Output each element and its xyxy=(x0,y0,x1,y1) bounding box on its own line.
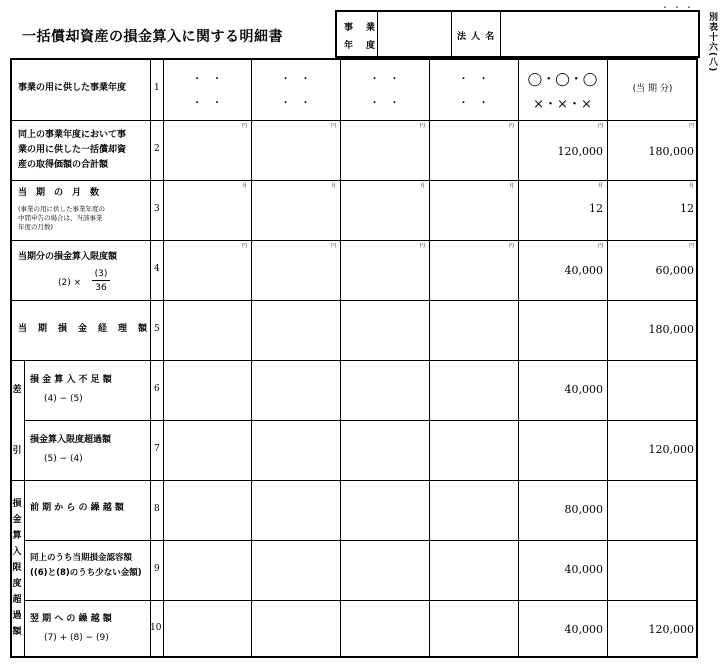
value: 12 xyxy=(589,202,603,215)
value-cell[interactable] xyxy=(340,600,429,658)
row-number: 6 xyxy=(154,384,160,394)
group-label-sashihiki: 引 xyxy=(12,446,22,456)
value: 40,000 xyxy=(564,264,603,277)
year-cell[interactable] xyxy=(340,58,429,120)
value-cell[interactable] xyxy=(429,120,518,180)
value-cell[interactable] xyxy=(163,180,251,240)
value-cell[interactable] xyxy=(251,360,340,420)
value-cell[interactable] xyxy=(251,300,340,360)
value-cell[interactable] xyxy=(251,180,340,240)
row-note: 中間申告の場合は、当該事業 xyxy=(18,214,103,222)
value-cell[interactable] xyxy=(340,540,429,600)
row-formula: (2) × xyxy=(58,278,82,288)
year-cell[interactable] xyxy=(251,58,340,120)
value-cell[interactable] xyxy=(163,300,251,360)
row-label: 翌 期 へ の 繰 越 額 xyxy=(30,614,112,624)
unit-label: 円 xyxy=(688,123,694,129)
header-box xyxy=(335,10,700,58)
row-number: 10 xyxy=(150,623,162,633)
unit-label: 円 xyxy=(688,243,694,249)
unit-label: 月 xyxy=(330,183,336,189)
group-label-excess: 超 xyxy=(12,595,22,605)
value-cell[interactable] xyxy=(251,600,340,658)
row-label: 事業の用に供した事業年度 xyxy=(18,83,127,93)
value-cell[interactable] xyxy=(429,240,518,300)
row-label: 損 金 算 入 不 足 額 xyxy=(30,375,112,385)
current-period-label: (当 期 分) xyxy=(632,84,673,94)
value: 60,000 xyxy=(655,264,694,277)
group-label-excess: 過 xyxy=(12,611,22,621)
date-bottom: ・ ・ xyxy=(458,98,489,109)
group-label-excess: 金 xyxy=(12,515,22,525)
value-cell[interactable] xyxy=(251,540,340,600)
unit-label: 円 xyxy=(241,243,247,249)
row-label: 同上のうち当期損金認容額 xyxy=(30,553,133,563)
unit-label: 月 xyxy=(419,183,425,189)
unit-label: 円 xyxy=(330,123,336,129)
value-cell[interactable] xyxy=(429,600,518,658)
unit-label: 円 xyxy=(597,243,603,249)
corner-dots: ・・・ xyxy=(661,3,697,12)
value: 40,000 xyxy=(564,383,603,396)
date-top: ・ ・ xyxy=(458,74,489,85)
column-divider xyxy=(150,58,151,658)
row-label: 損金算入限度超過額 xyxy=(30,435,112,445)
row-label: 業の用に供した一括償却資 xyxy=(18,145,127,155)
value-cell[interactable] xyxy=(429,300,518,360)
value-cell[interactable] xyxy=(163,360,251,420)
row-formula: (4) − (5) xyxy=(44,394,83,404)
value: 12 xyxy=(680,202,694,215)
fiscal-year-field[interactable] xyxy=(378,12,451,56)
value-cell[interactable] xyxy=(340,360,429,420)
value-cell[interactable] xyxy=(607,360,698,420)
value-cell[interactable] xyxy=(163,120,251,180)
value-cell[interactable] xyxy=(251,480,340,540)
unit-label: 月 xyxy=(241,183,247,189)
date-top: ・ ・ xyxy=(192,74,222,85)
row-note: 年度の月数) xyxy=(18,223,54,231)
value-cell[interactable] xyxy=(163,480,251,540)
value: 40,000 xyxy=(564,563,603,576)
value-cell[interactable] xyxy=(340,480,429,540)
corp-name-label: 法 人 名 xyxy=(457,32,496,42)
unit-label: 円 xyxy=(419,243,425,249)
value-cell[interactable] xyxy=(429,420,518,480)
value-cell[interactable] xyxy=(340,300,429,360)
date-top: ・ ・ xyxy=(280,74,311,85)
group-label-sashihiki: 差 xyxy=(12,385,22,395)
corp-name-field[interactable] xyxy=(501,12,698,56)
date-top: ・ ・ xyxy=(369,74,400,85)
group-divider xyxy=(24,480,25,658)
date-bottom: ×・×・× xyxy=(533,97,592,112)
date-bottom: ・ ・ xyxy=(280,98,311,109)
row-number: 5 xyxy=(154,324,160,334)
row-note: (事業の用に供した事業年度の xyxy=(18,205,106,213)
row-number: 9 xyxy=(154,564,160,574)
unit-label: 円 xyxy=(508,243,514,249)
unit-label: 円 xyxy=(419,123,425,129)
value-cell[interactable] xyxy=(163,600,251,658)
row-formula: (5) − (4) xyxy=(44,454,83,464)
value-cell[interactable] xyxy=(518,420,607,480)
row-label: ((6)と(8)のうち少ない金額) xyxy=(30,568,142,578)
row-number: 8 xyxy=(154,504,160,514)
value-cell[interactable] xyxy=(340,420,429,480)
header-divider xyxy=(451,12,452,56)
row-number: 3 xyxy=(154,204,160,214)
value-cell[interactable] xyxy=(429,540,518,600)
year-cell[interactable] xyxy=(163,58,251,120)
value: 120,000 xyxy=(557,145,603,158)
group-label-excess: 額 xyxy=(12,627,22,637)
year-cell[interactable] xyxy=(429,58,518,120)
value: 120,000 xyxy=(648,623,694,636)
row-number: 4 xyxy=(154,264,160,274)
row-label: 当期分の損金算入限度額 xyxy=(18,252,118,262)
value-cell[interactable] xyxy=(251,240,340,300)
group-label-excess: 度 xyxy=(12,579,22,589)
value-cell[interactable] xyxy=(251,120,340,180)
date-bottom: ・ ・ xyxy=(369,98,400,109)
unit-label: 円 xyxy=(508,123,514,129)
unit-label: 円 xyxy=(330,243,336,249)
group-divider xyxy=(24,360,25,480)
row-formula-den: 36 xyxy=(95,283,107,293)
date-top: ◯・◯・◯ xyxy=(527,72,598,87)
value-cell[interactable] xyxy=(163,420,251,480)
row-formula: (7) + (8) − (9) xyxy=(44,633,109,643)
value: 80,000 xyxy=(564,503,603,516)
value: 120,000 xyxy=(648,443,694,456)
row-number: 1 xyxy=(154,83,160,93)
row-label: 当 期 損 金 経 理 額 xyxy=(18,324,149,334)
unit-label: 月 xyxy=(688,183,694,189)
group-label-excess: 算 xyxy=(12,531,22,541)
value: 40,000 xyxy=(564,623,603,636)
value-cell[interactable] xyxy=(163,540,251,600)
fiscal-year-label: 事 業 xyxy=(344,23,378,33)
value-cell[interactable] xyxy=(340,120,429,180)
unit-label: 月 xyxy=(508,183,514,189)
value-cell[interactable] xyxy=(607,480,698,540)
row-number: 7 xyxy=(154,444,160,454)
unit-label: 月 xyxy=(597,183,603,189)
value-cell[interactable] xyxy=(607,540,698,600)
row-label: 当 期 の 月 数 xyxy=(18,188,100,198)
unit-label: 円 xyxy=(241,123,247,129)
unit-label: 円 xyxy=(597,123,603,129)
value-cell[interactable] xyxy=(251,420,340,480)
value-cell[interactable] xyxy=(340,240,429,300)
row-formula-num: (3) xyxy=(92,268,110,281)
value: 180,000 xyxy=(648,323,694,336)
date-bottom: ・ ・ xyxy=(192,98,222,109)
value-cell[interactable] xyxy=(518,300,607,360)
fiscal-year-label: 年 度 xyxy=(344,41,378,51)
side-label: 別表十六(八) xyxy=(707,12,717,73)
group-label-excess: 入 xyxy=(12,547,22,557)
value: 180,000 xyxy=(648,145,694,158)
row-label: 産の取得価額の合計額 xyxy=(18,160,109,170)
value-cell[interactable] xyxy=(163,240,251,300)
row-label: 前 期 か ら の 繰 越 額 xyxy=(30,503,124,513)
value-cell[interactable] xyxy=(429,360,518,420)
row-number: 2 xyxy=(154,144,160,154)
value-cell[interactable] xyxy=(340,180,429,240)
value-cell[interactable] xyxy=(429,180,518,240)
group-label-excess: 損 xyxy=(12,499,22,509)
row-label: 同上の事業年度において事 xyxy=(18,130,127,140)
form-title: 一括償却資産の損金算入に関する明細書 xyxy=(22,29,283,45)
value-cell[interactable] xyxy=(429,480,518,540)
group-label-excess: 限 xyxy=(12,563,22,573)
